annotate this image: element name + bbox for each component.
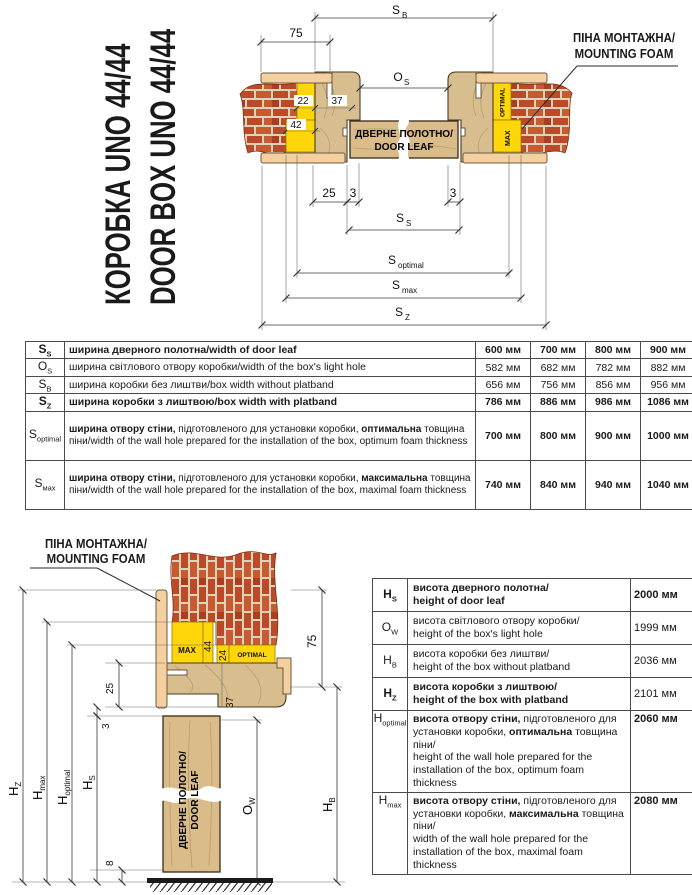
symbol-cell: $H_{optimal}$	[373, 711, 408, 793]
value-cell: 782 мм	[586, 359, 641, 376]
value-cell: 582 мм	[476, 359, 531, 376]
dim-soptimal: S	[387, 253, 397, 267]
description-cell: ширина отвору стіни, підготовленого для установки коробки, оптимальна товщина піни/width of the wall hole prepared for the installation of the box, optimum foam thickness	[65, 411, 476, 460]
top-section-drawing	[240, 3, 678, 330]
svg-text:Hoptimal	[55, 770, 72, 805]
value-cell: 840 мм	[531, 460, 586, 509]
dim-hs-sub: S	[88, 775, 97, 781]
table-row	[26, 411, 692, 460]
table-row	[26, 342, 692, 359]
ground-line	[147, 878, 273, 892]
dim-44: 44	[203, 640, 214, 652]
door-leaf-top	[350, 119, 458, 160]
value-cell: 856 мм	[586, 376, 641, 393]
description-cell: висота світлового отвору коробки/ height of the box's light hole	[408, 612, 631, 645]
description-cell: висота отвору стіни, підготовленого для установки коробки, максимальна товщина піни/ width of the wall hole prepared for the installation of the box, maximal foam thickness	[408, 792, 631, 874]
dim-75: 75	[289, 26, 303, 40]
symbol-cell: $H_B$	[373, 645, 408, 678]
page-title-en: DOOR BOX UNO 44/44	[143, 28, 183, 305]
value-cell: 740 мм	[476, 460, 531, 509]
table-row	[373, 792, 692, 874]
dim-smax: S	[391, 278, 401, 292]
value-cell: 940 мм	[586, 460, 641, 509]
bottom-section-drawing	[6, 536, 345, 892]
symbol-cell: $S_B$	[26, 376, 65, 393]
value-cell: 756 мм	[531, 376, 586, 393]
value-cell: 882 мм	[641, 359, 692, 376]
door-leaf-label-en: DOOR LEAF	[374, 142, 434, 153]
width-dimensions-table	[25, 341, 692, 510]
dim-3-right: 3	[449, 186, 457, 200]
value-cell: 1040 мм	[641, 460, 692, 509]
symbol-cell: $S_Z$	[26, 394, 65, 411]
table-row	[26, 460, 692, 509]
value-cell: 2000 мм	[631, 579, 692, 612]
symbol-cell: $H_{max}$	[373, 792, 408, 874]
description-cell: ширина коробки з лиштвою/box width with platband	[65, 394, 476, 411]
description-cell: ширина дверного полотна/width of door leaf	[65, 342, 476, 359]
mounting-foam-callout-bottom	[30, 536, 160, 601]
svg-text:OW	[240, 797, 257, 815]
svg-text:HZ	[6, 782, 23, 796]
door-leaf-bottom-label-uk: ДВЕРНЕ ПОЛОТНО/	[178, 751, 189, 849]
table-row	[373, 579, 692, 612]
dim-22: 22	[297, 96, 309, 107]
symbol-cell: $O_W$	[373, 612, 408, 645]
value-cell: 1000 мм	[641, 411, 692, 460]
description-cell: ширина світлового отвору коробки/width of the box's light hole	[65, 359, 476, 376]
dim-37: 37	[331, 96, 343, 107]
description-cell: ширина отвору стіни, підготовленого для установки коробки, максимальна товщина піни/width of the wall hole prepared for the installation of the box, maximal foam thickness	[65, 460, 476, 509]
dim-24: 24	[218, 649, 229, 661]
dim-hb: H	[320, 802, 335, 812]
description-cell: ширина коробки без лиштви/box width without platband	[65, 376, 476, 393]
dim-75-bottom: 75	[305, 634, 319, 648]
foam-callout-bottom-en: MOUNTING FOAM	[46, 551, 146, 567]
dim-37-bottom: 37	[225, 696, 236, 708]
dim-ss: S	[395, 211, 405, 225]
dim-8: 8	[105, 860, 116, 866]
description-cell: висота коробки з лиштвою/ height of the box with platband	[408, 678, 631, 711]
dim-hz: H	[6, 786, 21, 796]
dim-hoptimal-sub: optimal	[63, 769, 72, 796]
dim-3-left: 3	[349, 186, 357, 200]
description-cell: висота отвору стіни, підготовленого для установки коробки, оптимальна товщина піни/ height of the wall hole prepared for the installation of the box, optimum foam thickness	[408, 711, 631, 793]
value-cell: 986 мм	[586, 394, 641, 411]
value-cell: 956 мм	[641, 376, 692, 393]
max-foam-label: MAX	[505, 130, 512, 146]
door-frame-head	[165, 663, 286, 708]
svg-text:HB	[320, 797, 337, 812]
dim-42: 42	[290, 120, 302, 131]
dim-smax-sub: max	[402, 286, 418, 295]
door-leaf-label-uk: ДВЕРНЕ ПОЛОТНО/	[355, 129, 453, 140]
dim-os: O	[393, 70, 403, 84]
optimal-foam-label-bottom: OPTIMAL	[237, 652, 267, 659]
value-cell: 600 мм	[476, 342, 531, 359]
value-cell: 900 мм	[586, 411, 641, 460]
page-title-uk: КОРОБКА UNO 44/44	[98, 43, 138, 305]
height-dimensions-table	[372, 578, 692, 875]
dim-hs: H	[80, 780, 95, 790]
value-cell: 700 мм	[476, 411, 531, 460]
door-leaf-bottom	[161, 716, 222, 872]
value-cell: 1999 мм	[631, 612, 692, 645]
dim-sz-sub: Z	[405, 313, 410, 322]
value-cell: 682 мм	[531, 359, 586, 376]
symbol-cell: $S_{optimal}$	[26, 411, 65, 460]
dim-ow-sub: W	[248, 797, 257, 805]
symbol-cell: $H_Z$	[373, 678, 408, 711]
page-title	[98, 29, 183, 305]
dim-os-sub: S	[404, 78, 410, 87]
symbol-cell: $S_{мах}$	[26, 460, 65, 509]
table-row	[26, 376, 692, 393]
max-foam-label-bottom: MAX	[178, 646, 196, 655]
extension-lines-top	[261, 12, 546, 330]
value-cell: 886 мм	[531, 394, 586, 411]
optimal-foam-label: OPTIMAL	[499, 87, 507, 117]
description-cell: висота дверного полотна/ height of door leaf	[408, 579, 631, 612]
dim-3-bottom: 3	[101, 723, 112, 729]
value-cell: 1086 мм	[641, 394, 692, 411]
value-cell: 2101 мм	[631, 678, 692, 711]
value-cell: 2080 мм	[631, 792, 692, 874]
value-cell: 800 мм	[586, 342, 641, 359]
foam-callout-en: MOUNTING FOAM	[574, 46, 674, 62]
dim-sz: S	[394, 305, 404, 319]
dim-soptimal-sub: optimal	[398, 261, 424, 270]
value-cell: 900 мм	[641, 342, 692, 359]
svg-text:Hmax	[30, 775, 47, 800]
dim-sb: S	[391, 3, 401, 17]
value-cell: 786 мм	[476, 394, 531, 411]
dim-sb-sub: B	[402, 11, 408, 20]
symbol-cell: $H_S$	[373, 579, 408, 612]
dim-ss-sub: S	[406, 219, 412, 228]
dim-ow: O	[240, 804, 255, 815]
symbol-cell: $S_S$	[26, 342, 65, 359]
dimensions-top	[261, 3, 546, 325]
foam-callout-uk: ПІНА МОНТАЖНА/	[573, 30, 675, 46]
value-cell: 800 мм	[531, 411, 586, 460]
table-row	[373, 612, 692, 645]
table-row	[373, 678, 692, 711]
dim-hb-sub: B	[328, 797, 337, 803]
dim-25: 25	[322, 186, 336, 200]
dim-hmax: H	[30, 790, 45, 800]
value-cell: 656 мм	[476, 376, 531, 393]
dim-hz-sub: Z	[14, 781, 23, 787]
value-cell: 2036 мм	[631, 645, 692, 678]
table-row	[373, 711, 692, 793]
table-row	[26, 394, 692, 411]
value-cell: 700 мм	[531, 342, 586, 359]
description-cell: висота коробки без лиштви/ height of the box without platband	[408, 645, 631, 678]
value-cell: 2060 мм	[631, 711, 692, 793]
symbol-cell: $O_S$	[26, 359, 65, 376]
dim-25-bottom: 25	[105, 682, 116, 694]
foam-callout-bottom-uk: ПІНА МОНТАЖНА/	[45, 536, 147, 552]
table-row	[373, 645, 692, 678]
door-leaf-bottom-label-en: DOOR LEAF	[190, 770, 201, 830]
dim-hoptimal: H	[55, 795, 70, 805]
svg-text:HS	[80, 775, 97, 790]
dim-hmax-sub: max	[38, 775, 47, 791]
table-row	[26, 359, 692, 376]
